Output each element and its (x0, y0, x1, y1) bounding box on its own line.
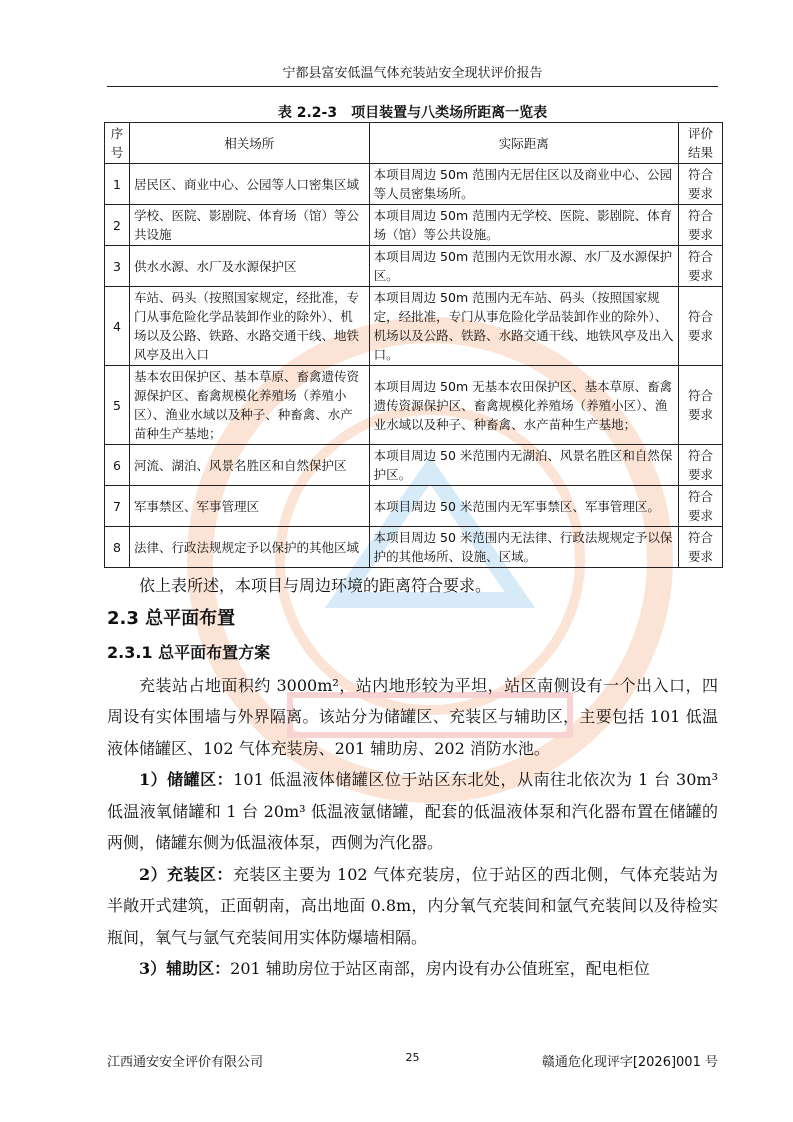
cell-place: 车站、码头（按照国家规定，经批准，专门从事危险化学品装卸作业的除外）、机场以及公路、铁路、水路交通干线、地铁风亭及出入口 (129, 287, 369, 366)
cell-distance: 本项目周边 50m 范围内无饮用水源、水厂及水源保护区。 (369, 246, 678, 287)
header-distance: 实际距离 (369, 123, 678, 164)
cell-result: 符合要求 (679, 486, 723, 527)
text-tank-area: 101 低温液体储罐区位于站区东北处，从南往北依次为 1 台 30m³ 低温液氧储罐和 1 台 20m³ 低温液氩储罐，配套的低温液体泵和汽化器布置在储罐的两侧，储罐东侧为低温液体泵，西侧为汽化器。 (107, 770, 718, 852)
table-row (105, 486, 723, 527)
cell-place: 居民区、商业中心、公园等人口密集区域 (129, 164, 369, 205)
header-place: 相关场所 (129, 123, 369, 164)
cell-place: 法律、行政法规规定予以保护的其他区域 (129, 527, 369, 568)
table-row (105, 246, 723, 287)
cell-distance: 本项目周边 50 米范围内无法律、行政法规规定予以保护的其他场所、设施、区域。 (369, 527, 678, 568)
label-auxiliary-area: 3）辅助区： (139, 959, 231, 978)
cell-result: 符合要求 (679, 366, 723, 445)
body-content (107, 570, 718, 985)
table-row (105, 445, 723, 486)
page-header: 宁都县富安低温气体充装站安全现状评价报告 (107, 62, 718, 87)
footer-company: 江西通安安全评价有限公司 (107, 1055, 264, 1070)
table-row (105, 164, 723, 205)
footer-doc-number: 赣通危化现评字[2026]001 号 (541, 1055, 718, 1070)
cell-seq: 4 (105, 287, 130, 366)
cell-place: 河流、湖泊、风景名胜区和自然保护区 (129, 445, 369, 486)
table-row (105, 527, 723, 568)
text-filling-area: 充装区主要为 102 气体充装房，位于站区的西北侧，气体充装站为半敞开式建筑，正面朝南，高出地面 0.8m，内分氧气充装间和氩气充装间以及待检实瓶间，氧气与氩气充装间用实体防爆墙相隔。 (107, 864, 718, 947)
table-conclusion: 依上表所述，本项目与周边环境的距离符合要求。 (139, 576, 492, 595)
cell-seq: 7 (105, 486, 130, 527)
table-row (105, 205, 723, 246)
cell-place: 军事禁区、军事管理区 (129, 486, 369, 527)
cell-result: 符合要求 (679, 164, 723, 205)
cell-seq: 3 (105, 246, 130, 287)
table-row (105, 366, 723, 445)
page-footer (107, 1051, 718, 1071)
cell-seq: 5 (105, 366, 130, 445)
cell-result: 符合要求 (679, 205, 723, 246)
paragraph-tank-area (107, 764, 718, 859)
cell-distance: 本项目周边 50 米范围内无军事禁区、军事管理区。 (369, 486, 678, 527)
cell-place: 供水水源、水厂及水源保护区 (129, 246, 369, 287)
header-result: 评价结果 (679, 123, 723, 164)
table-row (105, 287, 723, 366)
cell-distance: 本项目周边 50m 范围内无车站、码头（按照国家规定，经批准，专门从事危险化学品装卸作业的除外）、机场以及公路、铁路、水路交通干线、地铁风亭及出入口。 (369, 287, 678, 366)
cell-seq: 8 (105, 527, 130, 568)
header-seq: 序号 (105, 123, 130, 164)
paragraph-auxiliary-area (107, 953, 718, 985)
cell-seq: 6 (105, 445, 130, 486)
distance-table (104, 122, 723, 568)
cell-result: 符合要求 (679, 527, 723, 568)
section-heading-2-3: 2.3 总平面布置 (107, 607, 236, 629)
cell-place: 基本农田保护区、基本草原、畜禽遗传资源保护区、畜禽规模化养殖场（养殖小区）、渔业水域以及种子、种畜禽、水产苗种生产基地； (129, 366, 369, 445)
table-title: 表 2.2-3 项目装置与八类场所距离一览表 (277, 105, 548, 121)
text-auxiliary-area: 201 辅助房位于站区南部，房内设有办公值班室，配电柜位 (230, 959, 650, 978)
cell-place: 学校、医院、影剧院、体育场（馆）等公共设施 (129, 205, 369, 246)
cell-distance: 本项目周边 50m 范围内无居住区以及商业中心、公园等人员密集场所。 (369, 164, 678, 205)
cell-result: 符合要求 (679, 246, 723, 287)
cell-distance: 本项目周边 50 米范围内无湖泊、风景名胜区和自然保护区。 (369, 445, 678, 486)
section-heading-2-3-1: 2.3.1 总平面布置方案 (107, 642, 271, 662)
footer-page-number: 25 (405, 1051, 420, 1064)
cell-result: 符合要求 (679, 287, 723, 366)
paragraph-filling-area (107, 859, 718, 954)
cell-seq: 2 (105, 205, 130, 246)
paragraph-overview: 充装站占地面积约 3000m²，站内地形较为平坦，站区南侧设有一个出入口，四周设有实体围墙与外界隔离。该站分为储罐区、充装区与辅助区，主要包括 101 低温液体储罐区、102 气体充装房、201 辅助房、202 消防水池。 (107, 675, 718, 758)
label-filling-area: 2）充装区： (139, 864, 233, 884)
cell-distance: 本项目周边 50m 范围内无学校、医院、影剧院、体育场（馆）等公共设施。 (369, 205, 678, 246)
label-tank-area: 1）储罐区： (139, 770, 234, 789)
cell-seq: 1 (105, 164, 130, 205)
cell-result: 符合要求 (679, 445, 723, 486)
table-header-row (105, 123, 723, 164)
cell-distance: 本项目周边 50m 无基本农田保护区、基本草原、畜禽遗传资源保护区、畜禽规模化养殖场（养殖小区）、渔业水域以及种子、种畜禽、水产苗种生产基地； (369, 366, 678, 445)
